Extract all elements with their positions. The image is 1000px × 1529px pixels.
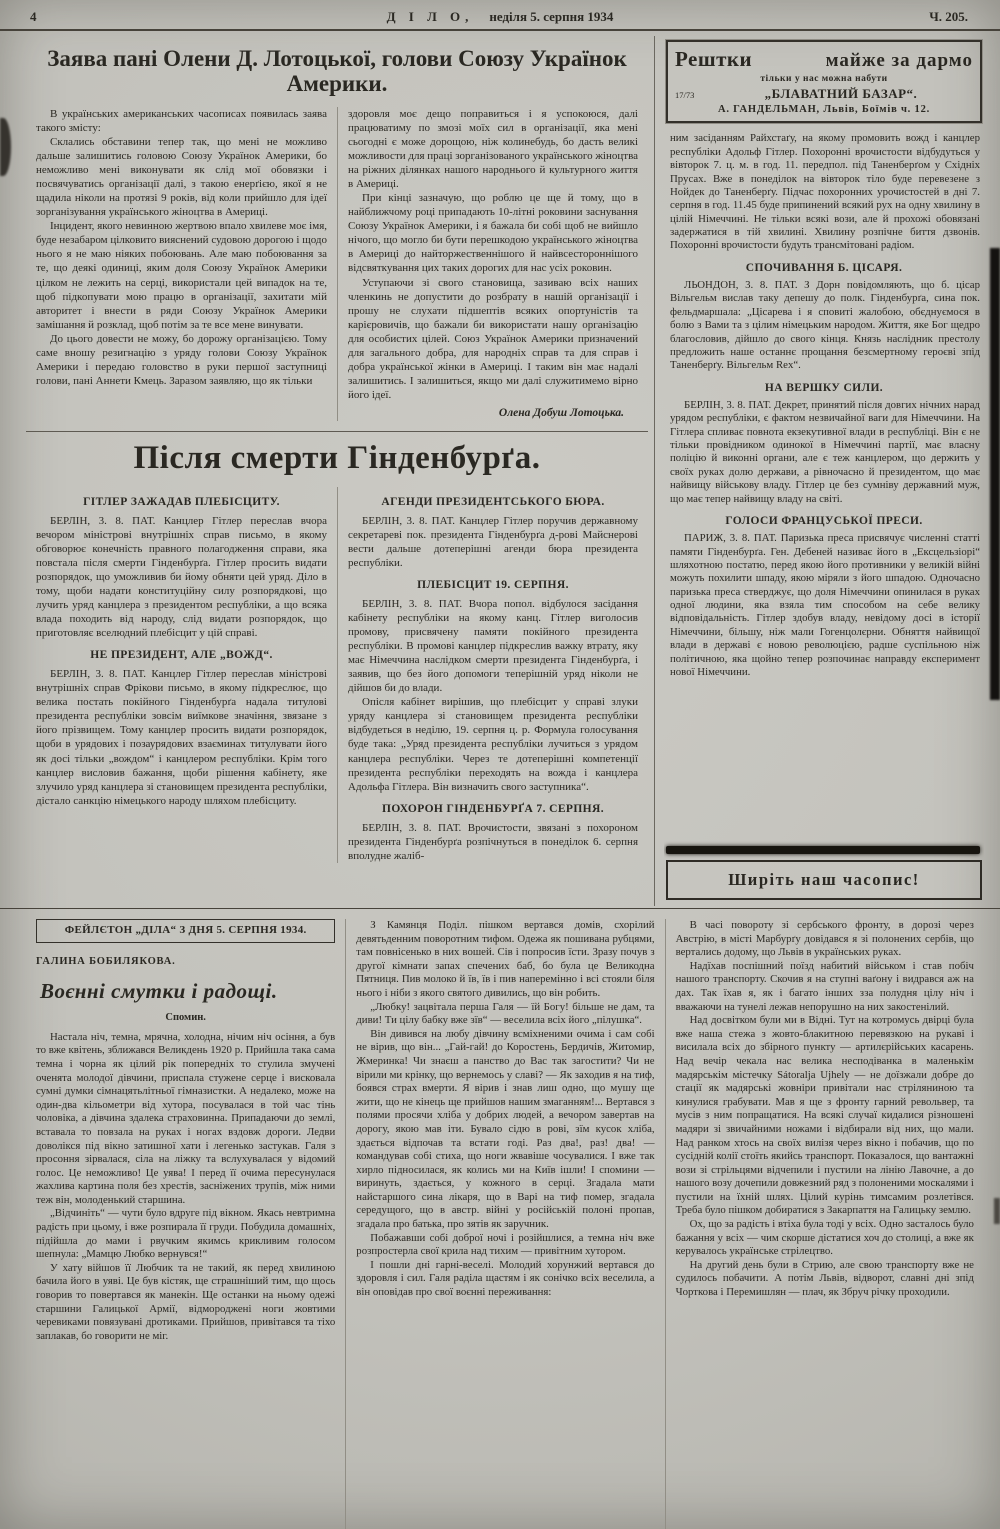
paragraph: У хату війшов її Любчик та не такий, як перед хвилиною бачила його в уяві. Це був кістяк, ще страшніший тим, що щось говорив то повертався як манекін. Ще останки на ньому одежі старшини Галицької Армії, відмороджені ноги жовтими черевиками повязувані дротиками. Прийшов, привітався та тіхо заплакав, бо говорити не міг. [36,1261,336,1342]
section-paragraphs [664,279,984,373]
heavy-ink-rule [666,846,980,854]
right-column [664,38,984,906]
paragraph: До цього довести не можу, бо дорожу організацією. Тому саме вношу резигнацію з уряду голови Союзу Українок Америки і передаю головство в руки першої заступниці голови, пані Аннети Кмець. Заразом заявляю, що як тільки [36,332,327,388]
paragraph: „Відчиніть“ — чути було вдруге під вікном. Якась невтримна радість при цьому, і вже розпирала її груди. Побудила домашніх, підійшла до мами і рвучким якимсь крикливим голосом шепнула: „Мамцю Любко вернувся!“ [36,1207,336,1261]
paragraph: При кінці зазначую, що роблю це ще й тому, що в найближчому році припадають 10-літні роковини заснування Союзу Українок Америки, і я бажала би собі щоб не вийшло нічого, що могло би бути перешкодою українського жіноцтва в Америці до найторжественнішого й найвсестороннішого відсвяткування цих таких дорогих для нас усіх роковин. [348,192,638,275]
section-paragraphs [36,514,327,641]
paragraph: На другий день були в Стрию, але свою транспорту вже не судилось побачити. А потім Львів, відворот, славні дні зпід Чорткова і Перемишлян — плач, як Збруч річку проходили. [675,1258,974,1299]
paragraph: БЕРЛІН, 3. 8. ПАТ. Канцлер Гітлер поручив державному секретареві пок. президента Гінденбурґа д-рові Майснерові вести дальше дотеперішні агенди бюра президента республіки. [348,514,638,569]
ad-store-name: „БЛАВАТНИЙ БАЗАР“. [764,86,918,102]
main-section [26,38,648,906]
article-hindenburg-column-1 [26,487,337,863]
section-paragraphs [664,532,984,679]
ad-headline [675,46,973,73]
subheading: ГОЛОСИ ФРАНЦУСЬКОЇ ПРЕСИ. [725,514,923,527]
subheading: НЕ ПРЕЗИДЕНТ, АЛЕ „ВОЖД“. [90,649,273,662]
paragraph: Побажавши собі доброї ночі і розійшлися, а темна ніч вже розпростерла свої крила над тихим — привітним хутором. [356,1231,655,1258]
paragraph: БЕРЛІН, 3. 8. ПАТ. Канцлер Гітлер переслав міністрові внутрішніх справ Фрікови письмо, в якому підкреслює, що велика постать покійного Гінденбурґа надала титулові президента республіки зовсім виїмкове значіння, звязане з його прізвищем. Тому канцлер просить видати розпорядок, щоби в урядових і позаурядових взаєминах титулувати його як досі тільки „вождом“ і канцлером республіки. Крім того канцлер висловив бажання, щоби рішення кабінету, яке злучило уряд канцлера зі становищем президента республіки, дістало санкцію німецького народу шляхом плебісциту. [36,668,327,807]
paragraph: ним засіданням Райхстаґу, на якому промовить вожд і канцлер республіки Адольф Гітлер. Похоронні врочистости відбудуться у вівторок 7. ц. м. в год. 11. передпол. під Таненберґом у Східніх Прусах. Вже в понеділок на вівторок тіло буде перевезене з Нойдек до Таненберґу. Підчас похоронних урочистостей в дні 7. серпня в год. 11.45 буде припинений всякий рух на одну хвилину в цілій Німеччині. Не тільки всякі вози, але й прохожі обовязані задержатися в тій хвилині. Хвилину розпічне биття дзвонів. Похоронні врочистости будуть трансмітовані радіом. [670,132,980,252]
feuilleton-section [0,908,1000,1529]
article-hindenburg-columns [26,487,648,863]
paragraph: І пошли дні гарні-веселі. Молодий хорунжий вертався до здоровля і сил. Галя раділа щастям і як сонічко всіх веселила, а він оповідав про свої воєнні переживання: [356,1258,655,1299]
ad-reference-number: 17/73 [675,90,695,101]
ad-owner-address: А. ГАНДЕЛЬМАН, Львів, Боїмів ч. 12. [717,104,931,116]
paragraph: Настала ніч, темна, мрячна, холодна, нічим ніч осіння, а був то вже квітень, зближався Великдень 1920 р. Прийшла така сама темна і чорна як цілий рік попередніх то стулила змучені оченята молодої дівчини, приспала стужене серце і висковала сумні думки сімнацятьлітньої гімназистки. А недалеко, може на один-два кільометри від хутора, посувалася в той час тінь чоловіка, а дівчина здалека страховинна. Припадаючи до землі, вставала то повзала на руках і ногах вздовж дороги. Ледви доволікся під вікно затишної хати і легенько застукав. Галя з просоння зірвалася, сіла на ліжку та вслухувалася у відомий голос. Це неможливо! Це уява! І перед її очима пересунулася жахлива картина поля без хрестів, засніжених трупів, між ними теж він, молоденький старшина. [36,1030,336,1206]
article-hindenburg-title: Після смерти Гінденбурґа. [133,439,541,476]
article-statement [26,46,648,421]
masthead [387,9,614,25]
section-paragraphs [664,399,984,506]
article-hindenburg-column-2 [337,487,648,863]
subheading: ГІТЛЕР ЗАЖАДАВ ПЛЕБІСЦИТУ. [83,495,280,508]
promo-text: Ширіть наш часопис! [728,869,920,889]
advertisement-blavatny-bazar [666,40,982,123]
feuilleton-author: ГАЛИНА БОБИЛЯКОВА. [36,955,176,967]
main-column-divider [654,36,655,906]
subheading: ПОХОРОН ГІНДЕНБУРҐА 7. СЕРПНЯ. [381,802,605,815]
feuilleton-column-2 [345,919,664,1529]
feuilleton-title: Воєнні смутки і радощі. [40,979,278,1004]
section-paragraphs [348,597,638,794]
paragraph: „Любку! зацвітала перша Галя — їй Богу! більше не дам, та диви! Ти цілу бабку вже зїв“ — веселила всіх його „пілушка“. [356,1000,655,1027]
paragraph: ЛЬОНДОН, 3. 8. ПАТ. З Дорн повідомляють, що б. цісар Вільгельм вислав таку депешу до полк. Гінденбурґа, сина пок. фельдмаршала: „Цісарева і я сповиті жалобою, обєднуємося в болю з Вами та з цілим німецьким народом. Життя, яке Бог щедро благословив, дійшло до свого кінця. Князь наслідник престолу предложить наше останнє прощання безсмертному героєві зпід Таненберґу. Вільгельм Rex“. [670,279,980,372]
article-statement-columns [26,107,648,421]
masthead-date: неділя 5. серпня 1934 [489,9,614,24]
section-divider-rule [26,431,648,432]
page-number: 4 [30,9,37,24]
article-hindenburg [26,440,648,863]
promo-box [666,860,982,900]
feuilleton-subtitle: Спомин. [165,1011,206,1023]
article-statement-title: Заява пані Олени Д. Лотоцької, голови Союзу Українок Америки. [47,46,627,97]
ad-headline-word-2: майже за дармо [825,50,973,71]
subheading: ПЛЕБІСЦИТ 19. СЕРПНЯ. [417,578,569,591]
scan-artifact-left-edge [0,118,11,176]
paragraph: Інцидент, якого невинною жертвою впало хвилеве моє імя, буде незабаром цілковито вияснений судовою дорогою і щодо нього я не маю ніяких побоювань. Але маю побоювання за те, що деякі одиниці, яким доля Союзу Українок Америки цілком не лежить на серці, використали цей випадок на те, щоб підкопувати мою працю в організації, захитати мій авторитет і внести в ряди Союзу Українок Америки замішання й розклад, щоб потім за те все мене винувати. [36,220,327,331]
paragraph: Він дивився на любу дівчину всміхненими очима і сам собі не вірив, що він... „Гай-гай! до Коростень, Бердичів, Житомир, Жмеринка! Чи знаєш а панство до Вас так загостити? Чи не вірили ми крінку, що вернемось у славі? — Як заходив я на тиф, боявся страх вмерти. Я вірив і знав лиш одно, що мушу ще жити, що не кінець ще прийшов нашим змаганням!... Вертався з полями просячи хліба у добрих людей, а вечором завертав на дорогу, якою мав іти. Бувало сідю в рові, зїм кусок хліба, здається відпочав та встати годі. Раз два!, раз! два! — командував собі стиха, що ноги жвавіше чосувалися. І вже так хирло підносилася, як колись ми на Київ ішли! І спомини — виринуть, здається, у кожного в серці. Згадала мати найстаршого сина лікаря, що в Варі на тиф помер, згадала середущого, що в австр. війні у російській полоні пропав, згадала про батька, про зятів як заручник. [356,1027,655,1231]
article-statement-column-2 [337,107,648,421]
paragraph: Уступаючи зі свого становища, зазиваю всіх наших членкинь не допустити до розбрату в нашій організації і прошу не слухати підшептів всяких опортуністів та карієровичів, що бажали би використати нашу організацію для особистих цілей. Союз Українок Америки призначений для загального добра, для народніх справ та для справ і добра української жінки в Америці. І таким він має надалі залишитись. І залишиться, якщо ми далі служитимемо вірно його ідеї. [348,276,638,402]
issue-number: Ч. 205. [929,9,968,24]
section-paragraphs [348,821,638,863]
paragraph: Ох, що за радість і втіха була тоді у всіх. Одно засталось було бажання у всіх — чим скорше дістатися хоч до столиці, а вже як керувалось українське стрілецтво. [675,1218,974,1258]
page-header [0,0,1000,31]
feuilleton-column-3 [665,919,984,1529]
subheading: НА ВЕРШКУ СИЛИ. [764,381,884,394]
feuilleton-column-1 [26,919,345,1529]
feuilleton-column-1-text [36,1031,335,1344]
paragraph: здоровля моє дещо поправиться і я успокоюся, далі працюватиму по змозі моїх сил в організації, яка мені сьогодні є може дорощою, ніж колинебудь, бо дасть великі можливости для праці зорганізованого українського жіноцтва на ріжних ділянках нашого народнього й культурного життя в Америці. [348,107,638,190]
paragraph: З Камянця Поділ. пішком вертався домів, схорілий девятьденним поворотним тифом. Одежа як пошивана рубцями, там повнісенько в них вошей. Сів і попросив їсти. Зразу почув з другої кімнати запах спечених баб, бо була це Великодна Пятниця. Пив молоко й їв, їв і пив наперемінно і всі стояли біля нього і ніби з якого святого дивились, що він робить. [356,919,655,999]
paragraph: БЕРЛІН, 3. 8. ПАТ. Врочистости, звязані з похороном президента Гінденбурґа розпічнуться в понеділок 6. серпня вполудне жаліб- [348,821,638,862]
ad-store-line [675,86,973,102]
subheading: АГЕНДИ ПРЕЗИДЕНТСЬКОГО БЮРА. [381,495,605,508]
paragraph: БЕРЛІН, 3. 8. ПАТ. Канцлер Гітлер переслав вчора вечором міністрові внутрішніх справ письмо, в якому обговорює конечність правного полагодження справи, яка повстала після смерти Гінденбурґа. Гітлер просить видати розпорядок, що уможливив би йому обняти цей уряд. Діло в тому, щоби надати конституційну силу розпорядкові, що лучить уряд канцлера з президентом республіки, а що всяка влада походить від народу, слід видати розпорядок, що приготовляє вселюдний плебісцит у цій справі. [36,514,327,640]
paragraph: Над досвітком були ми в Відні. Тут на котромусь двірці була вже наша стежа з жовто-блакитною перевязкою на рукаві і висилала всіх до збірного пункту — артилєрійських касарень. Над вечір чекала нас велика несподіванка в маленькім мадярськім містечку Sátoralja Ujhely — не доїзжали добре до стації як мадярські жовніри привітали нас стріляниною та кинулися грабувати. Мав я ще з фронту гарний револьвер, та мусів з ним попращатися. На всякі случаї кидалися різношені мадяри зі звичайними ножами і відбирали від них, що мали. Над ранком хтось на своїх вилізя через вікно і побачив, що по сусідній колії стоїть якийсь транспорт. Показалося, що вантажні вози зі стрільцями відчепили і пустили на лінію Лавочне, а до нашого возу дочепили довжезний ряд з полоненими москалями і пустили на їхній шлях. Цілий курінь тимсамим розлетівся. Треба було пішком добиратися з Закарпаття на Галицьку землю. [675,1014,974,1217]
article-statement-column-2-text [348,107,638,403]
paragraph: ПАРИЖ, 3. 8. ПАТ. Паризька преса присвячує численні статті памяти Гінденбурґа. Ген. Дебеней називає його в „Ексцельзіорі“ шляхотною постатю, перед якою його противники у великій війні можуть похилити шпаду, якою міряли з його шпадою. Одночасно паризька преса стверджує, що доля Німеччини опинилася в руках одної людини, яка взяла тим способом на себе велику відповідальність. Гітлер здобув владу, невідому досі в історії Німеччини, більшу, ніж мали Гогенцолєрни. Обняття найвищої влади в державі є новою революцією, радше суспільною ніж політичною, яка щойно тепер розпочинає направду експеримент нової Німеччини. [670,532,980,678]
paragraph: В часі повороту зі сербського фронту, в дорозі через Австрію, в місті Марбурґу довідався я зі полонених сербів, що вертались додому, що Львів в українських руках. [675,919,974,959]
ad-headline-word-1: Рештки [675,47,753,71]
masthead-title: Д І Л О, [386,9,474,24]
news-lead-paragraphs [664,132,984,252]
section-paragraphs [348,514,638,570]
section-paragraphs [36,667,327,808]
feuilleton-header-box: ФЕЙЛЄТОН „ДІЛА“ З ДНЯ 5. СЕРПНЯ 1934. [36,919,335,943]
paragraph: БЕРЛІН, 3. 8. ПАТ. Декрет, принятий після довгих нічних нарад урядом республіки, є фактом незвичайної ваги для Німеччини. На Гітлера спливає повнота екзекутивної влади в республіці. Він є не тільки провідником одинокої в Німеччині партії, має власну поліцію й виконні органи, але є теж канцлером, що держить у своїх руках долю держави, а рівночасно й президентом, що має найвищу військову владу. Гітлер це без сумніву державний муж, що має тепер найвищу владу на світі. [670,398,980,505]
paragraph: В українських американських часописах появилась заява такого змісту: [36,107,327,134]
subheading: СПОЧИВАННЯ Б. ЦІСАРЯ. [745,261,903,274]
ad-subline: тільки у нас можна набути [760,73,888,84]
scan-artifact-right-lower [994,1198,1000,1224]
paragraph: Надїхав поспішний поїзд набитий військом і став побіч нашого транспорту. Скочив я на ступні ваґону і видрався аж на дах. Так їхав я, як і багато інших зза полудня цілу ніч і вважаючи на тунелі лежав непорушно на них закостенілий. [675,959,974,1013]
paragraph: Склались обставини тепер так, що мені не можливо дальше залишитись головою Союзу Українок Америки, бо неможливо мені виконувати як слід мої обовязки і посвячуватись організації далі, з такою енерґією, якої я не щадила ніколи на протязі 9 років, від коли прийшло для ідеї зорганізування українського жіноцтва в Америці. [36,135,327,219]
paragraph: БЕРЛІН, 3. 8. ПАТ. Вчора попол. відбулося засідання кабінету республіки на якому канц. Гітлер виголосив промову, присвячену памяти покійного президента республіки. В промові канцлер підкреслив важку втрату, яку має Німеччина наслідком смерти президента Гінденбурґа, і заявив, що без його допомоги теперішній уряд ніколи не дійшов би до влади. [348,597,638,695]
paragraph: Опісля кабінет вирішив, що плебісцит у справі злуки уряду канцлера зі становищем президента республіки відбудеться в неділю, 19. серпня ц. р. Формула голосування буде така: „Уряд президента республіки лучиться з урядом канцлера республіки. Через те дотеперішні компетенції президента республіки переходять на вожда і канцлера Адольфа Гітлера. Він визначить свого заступника“. [348,696,638,793]
article-statement-column-1 [26,107,337,421]
article-signature: Олена Добуш Лотоцька. [498,407,624,420]
scan-artifact-right-edge [990,248,1000,700]
